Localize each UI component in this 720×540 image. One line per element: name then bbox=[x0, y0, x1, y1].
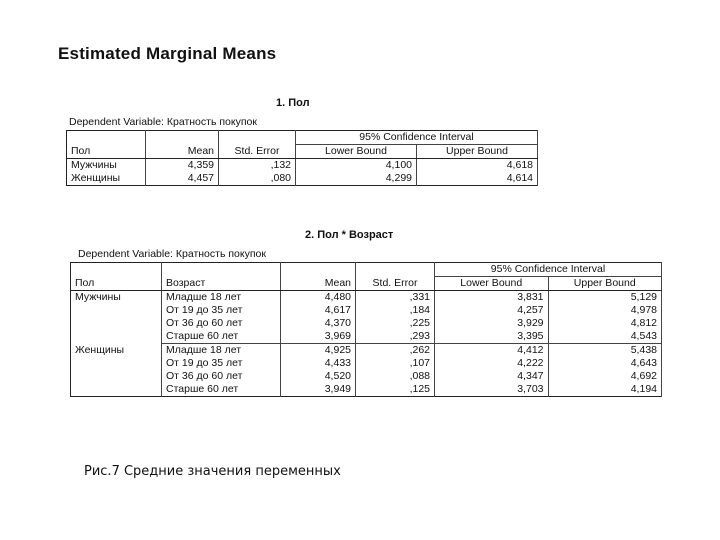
table2-title: 2. Пол * Возраст bbox=[305, 229, 394, 241]
row-upper: 5,129 bbox=[548, 291, 662, 305]
row-age: От 19 до 35 лет bbox=[162, 357, 281, 370]
row-lower: 4,347 bbox=[435, 370, 549, 383]
table2-dependent-variable: Dependent Variable: Кратность покупок bbox=[78, 248, 266, 260]
row-mean: 3,969 bbox=[281, 330, 356, 344]
table1-title: 1. Пол bbox=[276, 97, 310, 109]
row-lower: 4,222 bbox=[435, 357, 549, 370]
row-se: ,088 bbox=[356, 370, 435, 383]
row-mean: 4,520 bbox=[281, 370, 356, 383]
row-age: От 36 до 60 лет bbox=[162, 370, 281, 383]
row-upper: 4,978 bbox=[548, 304, 662, 317]
row-lower: 3,929 bbox=[435, 317, 549, 330]
row-se: ,125 bbox=[356, 383, 435, 397]
row-sex: Женщины bbox=[67, 172, 146, 186]
table1-col-mean: Mean bbox=[146, 145, 219, 159]
row-se: ,262 bbox=[356, 344, 435, 358]
row-lower: 4,257 bbox=[435, 304, 549, 317]
row-upper: 4,543 bbox=[548, 330, 662, 344]
table1-col-se: Std. Error bbox=[219, 145, 296, 159]
row-lower: 4,100 bbox=[296, 159, 417, 173]
row-se: ,132 bbox=[219, 159, 296, 173]
row-age: Старше 60 лет bbox=[162, 330, 281, 344]
row-lower: 3,395 bbox=[435, 330, 549, 344]
row-lower: 3,831 bbox=[435, 291, 549, 305]
row-upper: 4,692 bbox=[548, 370, 662, 383]
row-mean: 4,480 bbox=[281, 291, 356, 305]
row-mean: 4,457 bbox=[146, 172, 219, 186]
row-age: От 19 до 35 лет bbox=[162, 304, 281, 317]
table2-gender-age-means bbox=[70, 262, 662, 397]
table-row bbox=[67, 159, 538, 173]
row-mean: 4,359 bbox=[146, 159, 219, 173]
row-upper: 4,643 bbox=[548, 357, 662, 370]
table2-col-age: Возраст bbox=[162, 277, 281, 291]
table2-col-se: Std. Error bbox=[356, 277, 435, 291]
row-se: ,107 bbox=[356, 357, 435, 370]
table-row bbox=[71, 291, 662, 305]
row-group-sex: Женщины bbox=[71, 344, 162, 397]
row-mean: 4,925 bbox=[281, 344, 356, 358]
table1-col-lower: Lower Bound bbox=[296, 145, 417, 159]
row-upper: 5,438 bbox=[548, 344, 662, 358]
table2-ci-header: 95% Confidence Interval bbox=[435, 263, 662, 277]
table1-dependent-variable: Dependent Variable: Кратность покупок bbox=[69, 116, 257, 128]
row-upper: 4,618 bbox=[417, 159, 538, 173]
row-mean: 4,433 bbox=[281, 357, 356, 370]
figure-caption: Рис.7 Средние значения переменных bbox=[84, 464, 341, 479]
table-row bbox=[71, 344, 662, 358]
row-se: ,184 bbox=[356, 304, 435, 317]
table-row bbox=[67, 172, 538, 186]
row-mean: 4,617 bbox=[281, 304, 356, 317]
row-upper: 4,194 bbox=[548, 383, 662, 397]
table1-col-sex: Пол bbox=[67, 145, 146, 159]
table2-col-upper: Upper Bound bbox=[548, 277, 662, 291]
row-age: Младше 18 лет bbox=[162, 344, 281, 358]
row-age: Младше 18 лет bbox=[162, 291, 281, 305]
table2-col-lower: Lower Bound bbox=[435, 277, 549, 291]
row-se: ,293 bbox=[356, 330, 435, 344]
table1-ci-header: 95% Confidence Interval bbox=[296, 131, 538, 145]
row-lower: 4,299 bbox=[296, 172, 417, 186]
row-mean: 3,949 bbox=[281, 383, 356, 397]
table1-header-blank bbox=[67, 131, 146, 145]
row-age: От 36 до 60 лет bbox=[162, 317, 281, 330]
row-lower: 4,412 bbox=[435, 344, 549, 358]
table1-col-upper: Upper Bound bbox=[417, 145, 538, 159]
row-age: Старше 60 лет bbox=[162, 383, 281, 397]
table2-col-mean: Mean bbox=[281, 277, 356, 291]
row-se: ,080 bbox=[219, 172, 296, 186]
row-lower: 3,703 bbox=[435, 383, 549, 397]
table2-col-sex: Пол bbox=[71, 277, 162, 291]
table1-gender-means bbox=[66, 130, 538, 186]
row-upper: 4,812 bbox=[548, 317, 662, 330]
row-mean: 4,370 bbox=[281, 317, 356, 330]
section-title: Estimated Marginal Means bbox=[58, 44, 277, 63]
row-upper: 4,614 bbox=[417, 172, 538, 186]
row-sex: Мужчины bbox=[67, 159, 146, 173]
row-se: ,225 bbox=[356, 317, 435, 330]
row-group-sex: Мужчины bbox=[71, 291, 162, 344]
row-se: ,331 bbox=[356, 291, 435, 305]
